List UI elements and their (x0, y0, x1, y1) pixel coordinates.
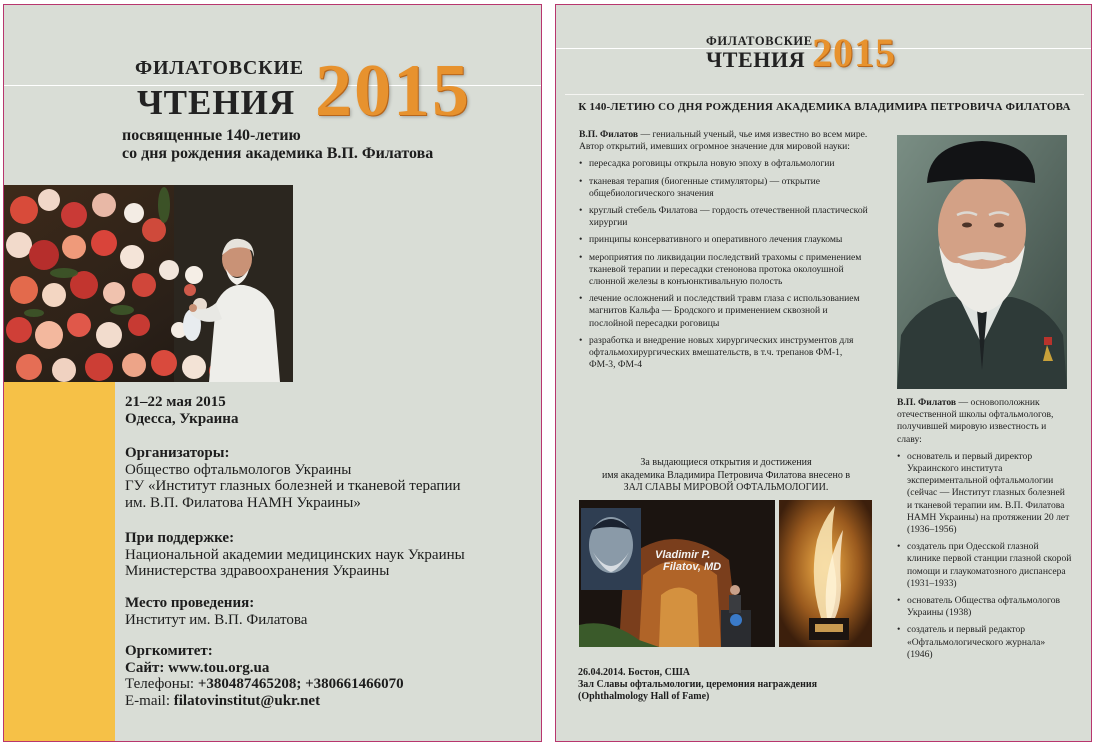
caption-line-3: (Ophthalmology Hall of Fame) (578, 691, 710, 702)
filatov-flowers-photo (4, 185, 293, 382)
phones-line (125, 676, 404, 693)
discovery-item: • мероприятия по ликвидации последствий трахомы с применением тканевой терапии и пересадки стенонова протока околоушной слюнной железы в конъюнктивальную полость (579, 252, 869, 289)
email-label: E-mail: (125, 692, 170, 709)
discovery-item: • круглый стебель Филатова — гордость отечественной пластической хирургии (579, 205, 869, 229)
bio-name: В.П. Филатов (897, 397, 957, 408)
committee-heading: Оргкомитет: (125, 643, 213, 659)
screen-name-line-2: Filatov, MD (663, 561, 722, 573)
subtitle-line-1: посвященные 140-летию (122, 127, 301, 144)
intro-paragraph (579, 129, 869, 141)
venue-heading: Место проведения: (125, 595, 255, 611)
discovery-item: • лечение осложнений и последствий травм глаза с использованием магнитов Кальфа — Бродского и применением сквозной и послойной пересадки роговицы (579, 293, 869, 330)
intro-text-2: Автор открытий, имевших огромное значение для мировой науки: (579, 141, 850, 153)
event-location: Одесса, Украина (125, 410, 239, 427)
heading-rule (565, 94, 1084, 95)
organizers-block (125, 445, 461, 511)
hall-line-3: ЗАЛ СЛАВЫ МИРОВОЙ ОФТАЛЬМОЛОГИИ. (623, 482, 829, 493)
site-label: Сайт: (125, 659, 165, 676)
bio-item: • основатель и первый директор Украинского института экспериментальной офтальмологии (сейчас — Институт глазных болезней и тканевой терапии им. В.П. Филатова НАМН Украины) на протяжении 20 лет (1936–1956) (897, 451, 1072, 536)
left-page (3, 4, 542, 742)
bio-item: • создатель и первый редактор «Офтальмологического журнала» (1946) (897, 624, 1072, 661)
site-link[interactable]: www.tou.org.ua (168, 659, 270, 676)
filatov-portrait-photo (897, 135, 1067, 389)
support-line: Министерства здравоохранения Украины (125, 563, 390, 579)
organizer-line: Общество офтальмологов Украины (125, 461, 352, 478)
title-line-2: ЧТЕНИЯ (706, 47, 806, 72)
title-line-1: ФИЛАТОВСКИЕ (135, 57, 304, 79)
discovery-item: • разработка и внедрение новых хирургических инструментов для офтальмохирургических вмешательств, в т.ч. трепанов ФМ-1, ФМ-3, ФМ-4 (579, 335, 869, 372)
year-2015: 2015 (812, 30, 896, 75)
subtitle-line-2: со дня рождения академика В.П. Филатова (122, 145, 434, 162)
right-page (555, 4, 1092, 742)
committee-block (125, 643, 404, 709)
organizer-line: им. В.П. Филатова НАМН Украины» (125, 494, 361, 511)
phones-value: +380487465208; +380661466070 (197, 676, 404, 692)
caption-line-2: Зал Славы офтальмологии, церемония награждения (578, 679, 818, 690)
hall-of-fame-text (576, 457, 876, 495)
venue-block (125, 595, 307, 628)
intro-name: В.П. Филатов (579, 129, 639, 140)
event-dates-location (125, 394, 238, 427)
subtitle (122, 127, 433, 163)
title-line-1: ФИЛАТОВСКИЕ (706, 34, 813, 48)
yellow-side-bar (4, 382, 115, 742)
ceremony-caption (578, 667, 817, 703)
bio-intro-text: — основоположник отечественной школы офтальмологов, получившей мировую известность и славу: (897, 397, 1054, 445)
biography-column (897, 397, 1072, 661)
bio-item: • основатель Общества офтальмологов Украины (1938) (897, 595, 1072, 619)
bio-intro (897, 397, 1072, 446)
organizer-line: ГУ «Институт глазных болезней и тканевой терапии (125, 478, 461, 494)
discoveries-column (579, 129, 869, 371)
phones-label: Телефоны: (125, 676, 195, 692)
screen-name-line-1: Vladimir P. (655, 549, 711, 561)
trophy-photo (779, 500, 872, 647)
intro-text: — гениальный ученый, чье имя известно во всем мире. (638, 129, 868, 140)
venue-name: Институт им. В.П. Филатова (125, 611, 308, 628)
discovery-item: • принципы консервативного и оперативного лечения глаукомы (579, 234, 869, 246)
title-line-2: ЧТЕНИЯ (137, 83, 296, 122)
year-2015: 2015 (315, 50, 471, 132)
support-block (125, 530, 465, 580)
support-line: Национальной академии медицинских наук Украины (125, 546, 465, 563)
site-line (125, 660, 404, 677)
discovery-item: • тканевая терапия (биогенные стимуляторы) — открытие общебиологического значения (579, 176, 869, 200)
organizers-heading: Организаторы: (125, 445, 230, 461)
ceremony-photo (579, 500, 775, 647)
hall-line-2: имя академика Владимира Петровича Филатова внесено в (601, 469, 851, 481)
caption-line-1: 26.04.2014. Бостон, США (578, 667, 691, 678)
support-heading: При поддержке: (125, 530, 235, 546)
page-heading: К 140-ЛЕТИЮ СО ДНЯ РОЖДЕНИЯ АКАДЕМИКА ВЛАДИМИРА ПЕТРОВИЧА ФИЛАТОВА (578, 101, 1071, 113)
event-dates: 21–22 мая 2015 (125, 394, 226, 410)
hall-line-1: За выдающиеся открытия и достижения (640, 457, 812, 468)
discovery-item: • пересадка роговицы открыла новую эпоху в офтальмологии (579, 158, 869, 170)
email-link[interactable]: filatovinstitut@ukr.net (173, 692, 321, 709)
email-line (125, 693, 404, 710)
bio-item: • создатель при Одесской глазной клинике первой станции глазной скорой помощи и глаукоматозного диспансера (1931–1933) (897, 541, 1072, 590)
